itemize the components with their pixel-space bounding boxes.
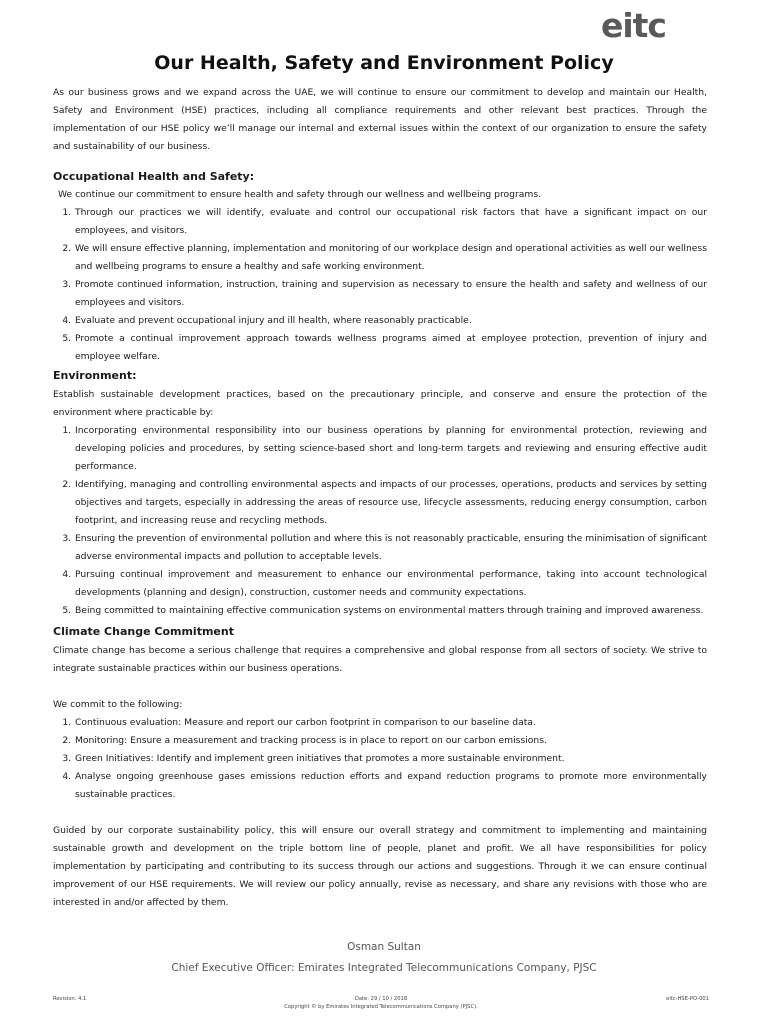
ohs-heading: Occupational Health and Safety: <box>53 170 255 183</box>
ohs-intro: We continue our commitment to ensure health and safety through our wellness and wellbeing programs. <box>58 189 542 200</box>
list-item: 3. Ensuring the prevention of environmental pollution and where this is not reasonably practicable, ensuring the minimisation of significant adverse environmental impacts and pollution to acceptable levels. <box>74 530 707 566</box>
list-item: 1. Incorporating environmental responsibility into our business operations by planning for environmental protection, reviewing and developing policies and procedures, by setting science-based short and long-term targets and reviewing and ensuring effective audit performance. <box>74 422 707 476</box>
commit-intro: We commit to the following: <box>53 699 183 710</box>
list-item: 3. Green Initiatives: Identify and implement green initiatives that promotes a more sustainable environment. <box>74 750 707 768</box>
environment-heading: Environment: <box>53 369 137 382</box>
signature-block <box>0 938 768 977</box>
list-item: 2. We will ensure effective planning, implementation and monitoring of our workplace design and operational activities as well our wellness and wellbeing programs to ensure a healthy and safe working environment. <box>74 240 707 276</box>
signatory-title: Chief Executive Officer: Emirates Integrated Telecommunications Company, PJSC <box>171 962 597 974</box>
list-item: 2. Monitoring: Ensure a measurement and tracking process is in place to report on our carbon emissions. <box>74 732 707 750</box>
climate-intro: Climate change has become a serious challenge that requires a comprehensive and global response from all sectors of society. We strive to integrate sustainable practices within our business operations. <box>53 645 707 674</box>
policy-body <box>53 84 707 912</box>
climate-list <box>53 714 707 804</box>
list-item: 4. Analyse ongoing greenhouse gases emissions reduction efforts and expand reduction programs to promote more environmentally sustainable practices. <box>74 768 707 804</box>
eitc-logo: eitc <box>600 6 666 45</box>
intro-paragraph: As our business grows and we expand across the UAE, we will continue to ensure our commitment to develop and maintain our Health, Safety and Environment (HSE) practices, including all compliance requirements and other relevant best practices. Through the implementation of our HSE policy we’ll manage our internal and external issues within the context of our organization to ensure the safety and sustainability of our business. <box>53 87 707 152</box>
environment-intro: Establish sustainable development practices, based on the precautionary principle, and conserve and ensure the protection of the environment where practicable by: <box>53 389 707 418</box>
closing-paragraph: Guided by our corporate sustainability policy, this will ensure our overall strategy and commitment to implementing and maintaining sustainable growth and development on the triple bottom line of people, planet and profit. We all have responsibilities for policy implementation by participating and contributing to its success through our actions and suggestions. Through it we can ensure continual improvement of our HSE requirements. We will review our policy annually, revise as necessary, and share any revisions with those who are interested in and/or affected by them. <box>53 825 707 908</box>
date-label: Date: 29 / 10 / 2018 <box>354 996 408 1002</box>
document-number: eitc-HSE-PO-001 <box>666 996 709 1002</box>
list-item: 5. Promote a continual improvement approach towards wellness programs aimed at employee protection, prevention of injury and employee welfare. <box>74 330 707 366</box>
revision-label: Revision: 4.1 <box>53 996 87 1002</box>
page-title: Our Health, Safety and Environment Policy <box>154 52 614 74</box>
list-item: 4. Evaluate and prevent occupational injury and ill health, where reasonably practicable. <box>74 312 707 330</box>
signatory-name: Osman Sultan <box>347 941 421 953</box>
environment-list <box>53 422 707 620</box>
ohs-list <box>53 204 707 366</box>
list-item: 5. Being committed to maintaining effective communication systems on environmental matters through training and improved awareness. <box>74 602 707 620</box>
list-item: 3. Promote continued information, instruction, training and supervision as necessary to ensure the health and safety and wellness of our employees and visitors. <box>74 276 707 312</box>
list-item: 2. Identifying, managing and controlling environmental aspects and impacts of our processes, operations, products and services by setting objectives and targets, especially in addressing the areas of resource use, lifecycle assessments, reducing energy consumption, carbon footprint, and increasing reuse and recycling methods. <box>74 476 707 530</box>
list-item: 4. Pursuing continual improvement and measurement to enhance our environmental performance, taking into account technological developments (planning and design), construction, customer needs and community expectations. <box>74 566 707 602</box>
list-item: 1. Continuous evaluation: Measure and report our carbon footprint in comparison to our baseline data. <box>74 714 707 732</box>
climate-heading: Climate Change Commitment <box>53 625 234 638</box>
copyright-notice: Copyright © by Emirates Integrated Telecommunications Company (PJSC). <box>284 1004 478 1010</box>
list-item: 1. Through our practices we will identify, evaluate and control our occupational risk factors that have a significant impact on our employees, and visitors. <box>74 204 707 240</box>
